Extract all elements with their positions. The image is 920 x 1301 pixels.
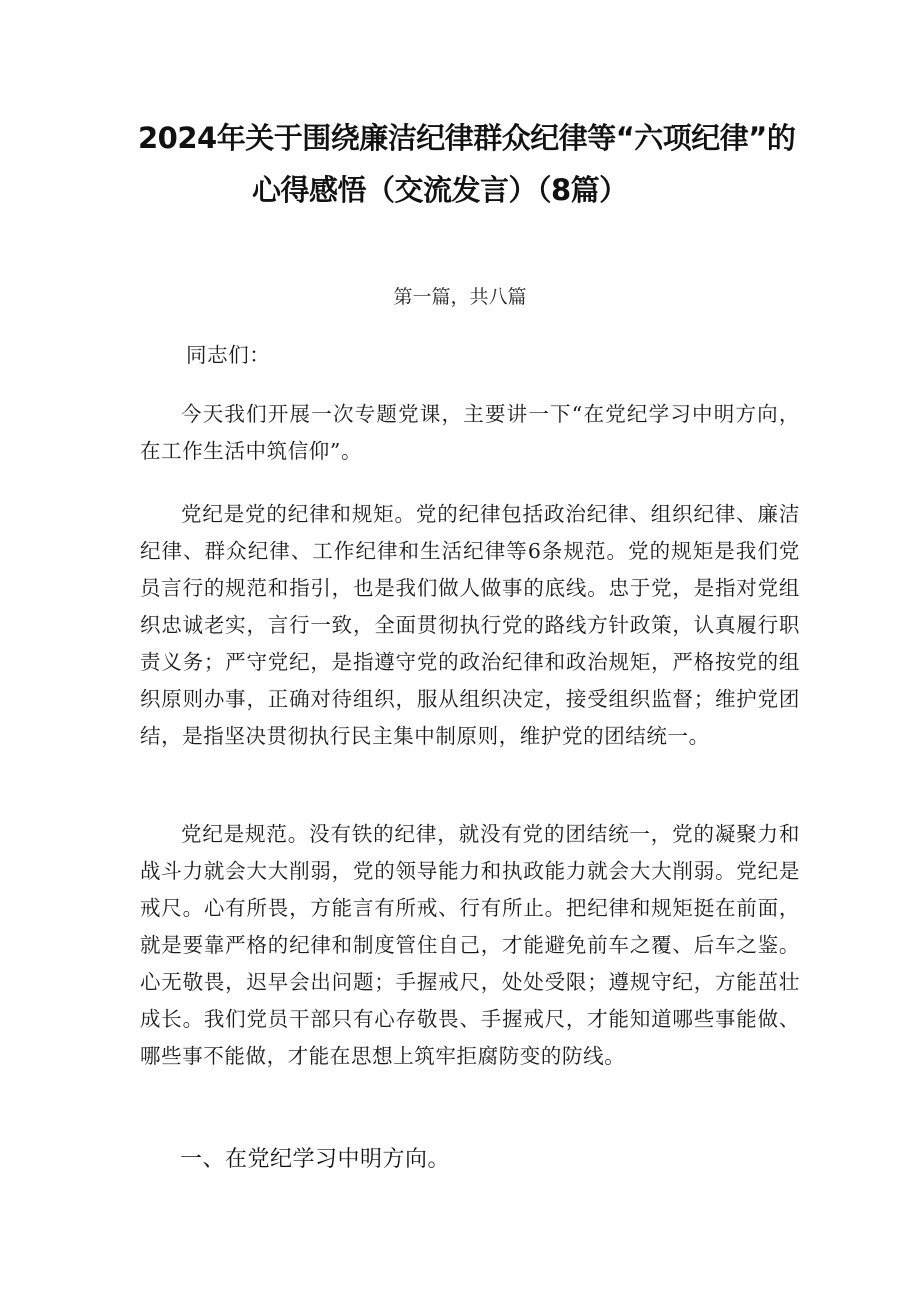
paragraph-definition	[140, 496, 800, 755]
title-line-1: 2024年关于围绕廉洁纪律群众纪律等“六项纪律”的	[138, 121, 796, 155]
part-subtitle: 第一篇，共八篇	[393, 286, 527, 308]
paragraph-norms	[140, 816, 800, 1075]
paragraph-text: 党纪是党的纪律和规矩。党的纪律包括政治纪律、组织纪律、廉洁纪律、群众纪律、工作纪律和生活纪律等6条规范。党的规矩是我们党员言行的规范和指引，也是我们做人做事的底线。忠于党，是指对党组织忠诚老实，言行一致，全面贯彻执行党的路线方针政策，认真履行职责义务；严守党纪，是指遵守党的政治纪律和政治规矩，严格按党的组织原则办事，正确对待组织，服从组织决定，接受组织监督；维护党团结，是指坚决贯彻执行民主集中制原则，维护党的团结统一。	[140, 502, 800, 748]
title-line-2: 心得感悟（交流发言）（8篇）	[252, 173, 628, 207]
section-heading: 一、在党纪学习中明方向。	[180, 1147, 451, 1172]
document-title	[120, 112, 800, 216]
paragraph-intro	[140, 396, 800, 470]
salutation: 同志们：	[186, 343, 271, 367]
paragraph-text: 今天我们开展一次专题党课，主要讲一下“在党纪学习中明方向，在工作生活中筑信仰”。	[140, 402, 800, 463]
paragraph-text: 党纪是规范。没有铁的纪律，就没有党的团结统一，党的凝聚力和战斗力就会大大削弱，党的领导能力和执政能力就会大大削弱。党纪是戒尺。心有所畏，方能言有所戒、行有所止。把纪律和规矩挺在前面，就是要靠严格的纪律和制度管住自己，才能避免前车之覆、后车之鉴。心无敬畏，迟早会出问题；手握戒尺，处处受限；遵规守纪，方能茁壮成长。我们党员干部只有心存敬畏、手握戒尺，才能知道哪些事能做、哪些事不能做，才能在思想上筑牢拒腐防变的防线。	[140, 822, 800, 1068]
